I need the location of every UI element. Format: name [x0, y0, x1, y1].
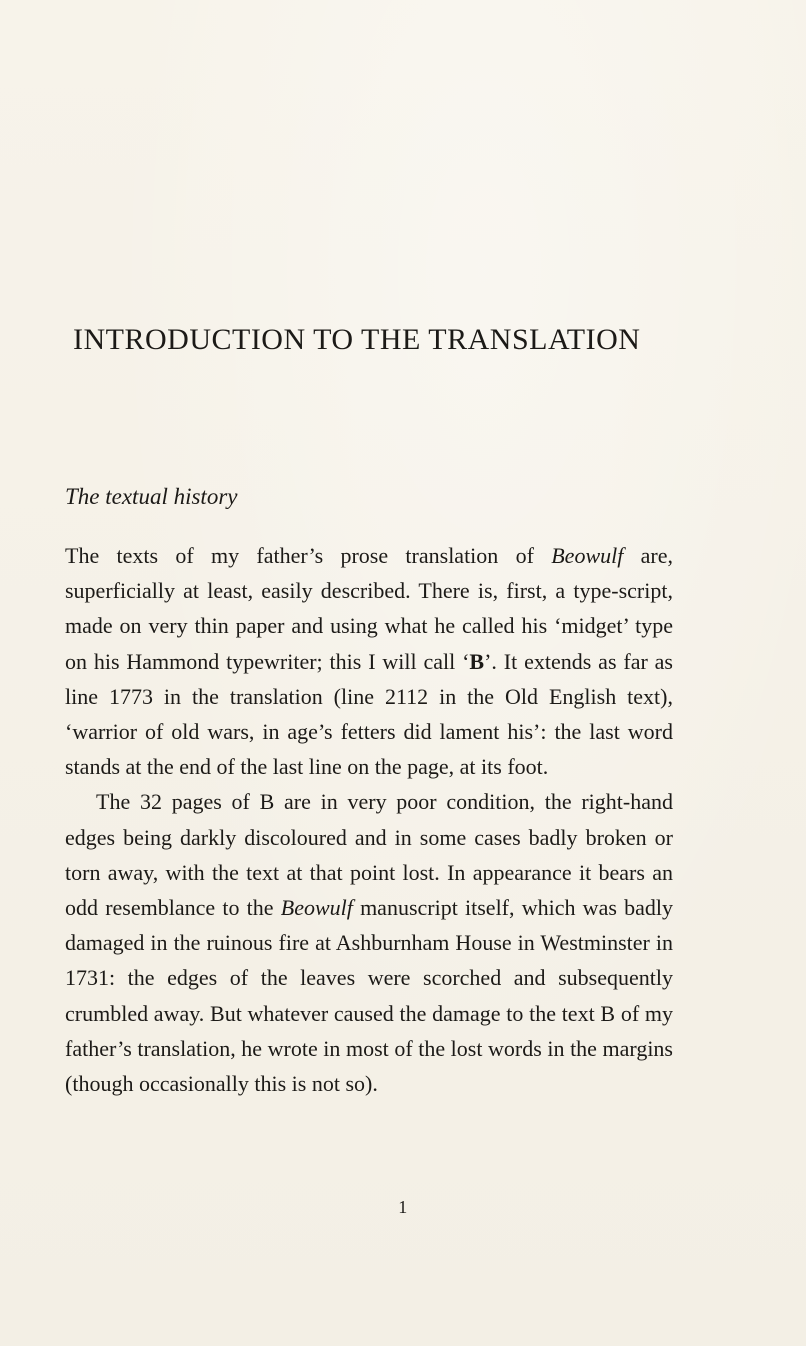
beowulf-title-reference: Beowulf	[551, 543, 624, 568]
paragraph-1	[65, 538, 673, 784]
paragraph-1-segment-5: ’. It extends as far as line 1773 in the translation (line 2112 in the Old English text), ‘warrior of old wars, in age’s fetters did lament his’: the last word stands at the end of the last line on the page, at its foot.	[65, 648, 673, 780]
text-b-label: B	[469, 648, 485, 674]
page-number: 1	[398, 1197, 408, 1217]
chapter-title: INTRODUCTION TO THE TRANSLATION	[73, 323, 641, 356]
section-heading: The textual history	[65, 484, 238, 509]
paragraph-2	[65, 784, 673, 1101]
paragraph-2-segment-3: manuscript itself, which was badly damaged in the ruinous fire at Ashburnham House in Westminster in 1731: the edges of the leaves were scorched and subsequently crumbled away. But whatever caused the damage to the text B of my father’s translation, he wrote in most of the lost words in the margins (though occasionally this is not so).	[65, 895, 673, 1097]
beowulf-manuscript-reference: Beowulf	[280, 895, 353, 921]
paragraph-2-segment-1: The 32 pages of B are in very poor condition, the right-hand edges being darkly discoloured and in some cases badly broken or torn away, with the text at that point lost. In appearance it bears an odd resemblance to the	[65, 789, 673, 921]
paragraph-1-segment-1: The texts of my father’s prose translation of	[65, 543, 552, 568]
body-text	[65, 538, 673, 1101]
paragraph-1-segment-3: are, superficially at least, easily described. There is, first, a type-script, made on very thin paper and using what he called his ‘midget’ type on his Hammond typewriter; this I will call ‘	[65, 543, 673, 674]
